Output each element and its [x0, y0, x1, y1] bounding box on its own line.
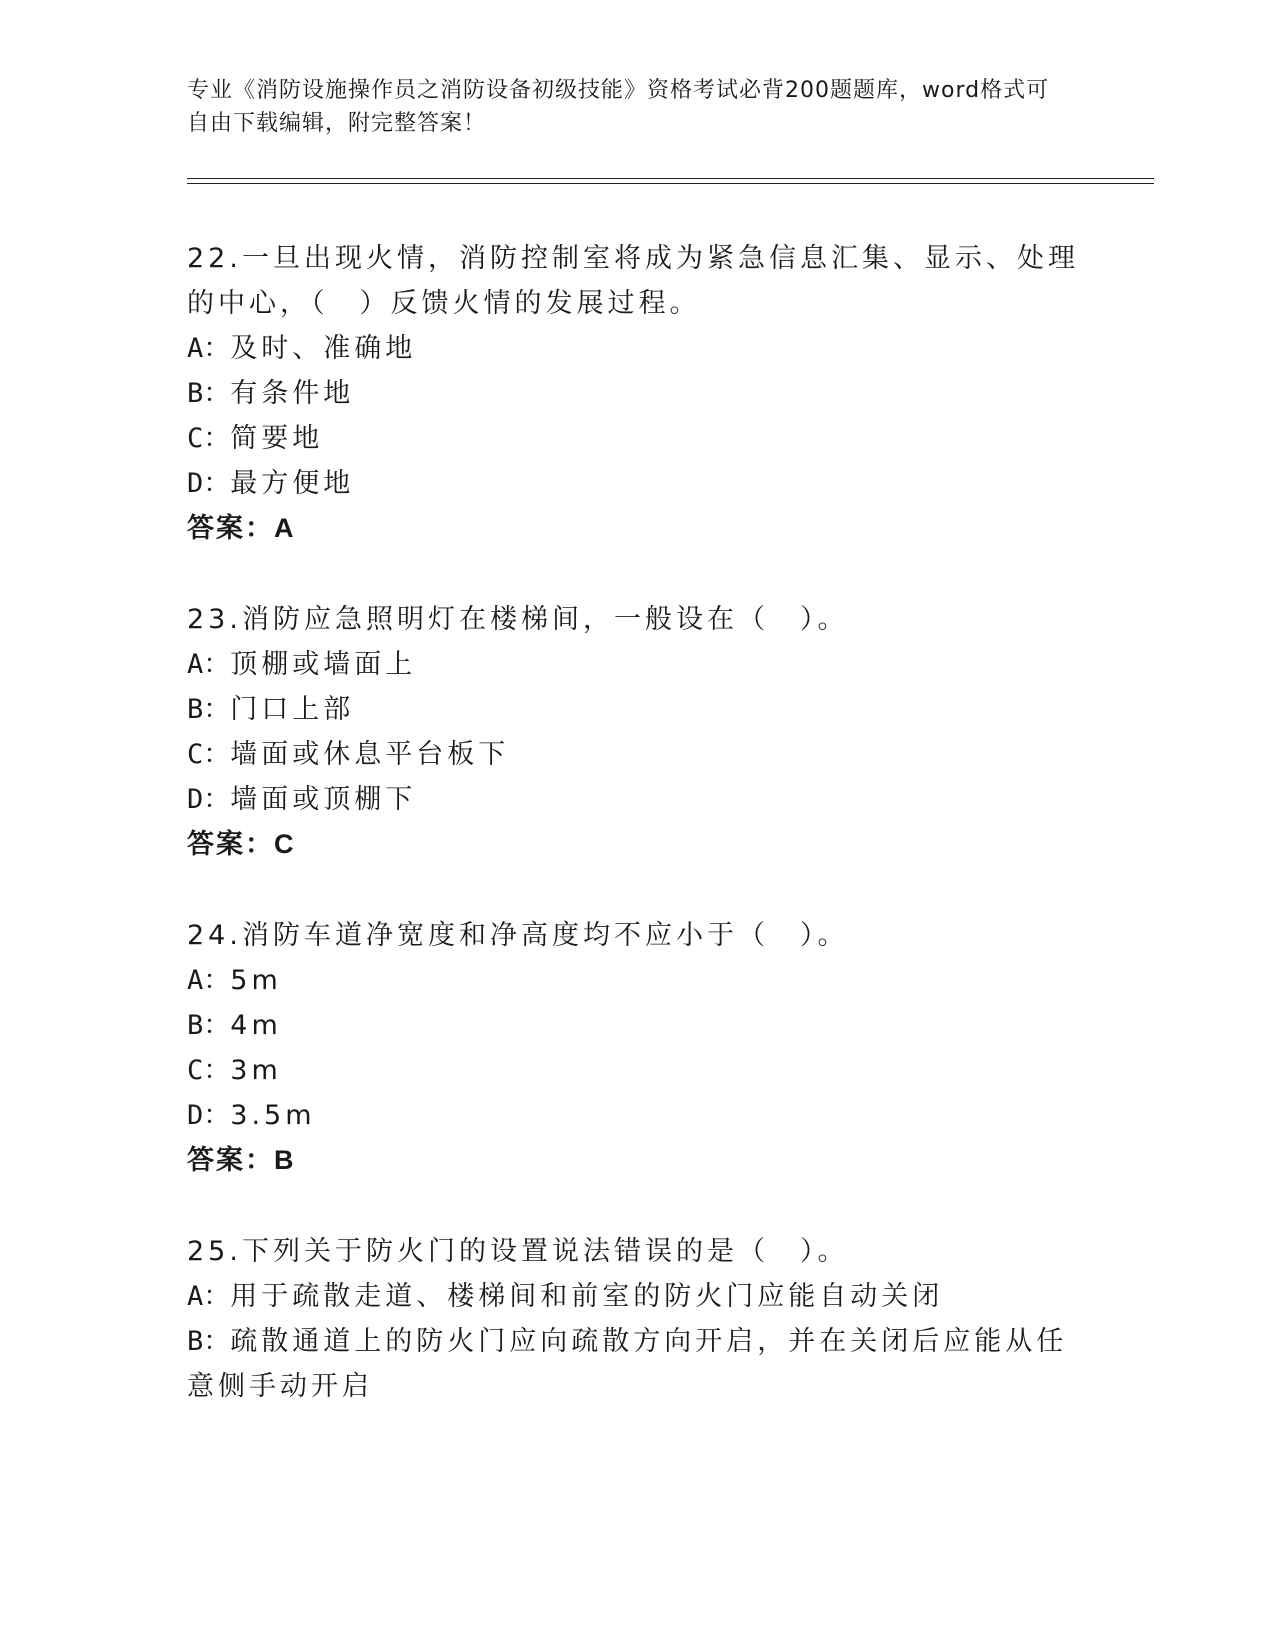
option-text: 墙面或休息平台板下: [230, 739, 510, 770]
question-24: [187, 913, 1087, 1183]
option-c: [187, 1048, 1087, 1093]
option-letter: B：: [187, 1326, 231, 1357]
option-b: [187, 371, 1087, 416]
option-letter: B：: [187, 694, 231, 725]
question-stem: 24.消防车道净宽度和净高度均不应小于（ ）。: [187, 920, 849, 951]
option-text: 顶棚或墙面上: [230, 649, 417, 680]
option-text: 3.5m: [230, 1100, 316, 1131]
option-d: [187, 777, 1087, 822]
option-b: [187, 687, 1087, 732]
option-letter: B：: [187, 1010, 231, 1041]
option-text: 最方便地: [230, 468, 355, 499]
option-text: 及时、准确地: [230, 333, 417, 364]
option-letter: C：: [187, 1055, 231, 1086]
option-letter: D：: [187, 468, 231, 499]
question-list: [187, 236, 1087, 1455]
document-header: 专业《消防设施操作员之消防设备初级技能》资格考试必背200题题库，word格式可自由下载编辑，附完整答案！: [187, 78, 1050, 136]
question-22: [187, 236, 1087, 551]
option-text: 墙面或顶棚下: [230, 784, 417, 815]
answer-line: 答案：C: [187, 829, 296, 859]
option-letter: B：: [187, 378, 231, 409]
answer-line: 答案：A: [187, 513, 296, 543]
option-b: [187, 1319, 1087, 1409]
option-d: [187, 461, 1087, 506]
question-25: [187, 1229, 1087, 1409]
option-text: 4m: [230, 1010, 282, 1041]
question-stem: 25.下列关于防火门的设置说法错误的是（ ）。: [187, 1236, 849, 1267]
option-letter: A：: [187, 965, 231, 996]
option-text: 门口上部: [230, 694, 355, 725]
option-a: [187, 958, 1087, 1003]
question-23: [187, 597, 1087, 867]
option-text: 3m: [230, 1055, 282, 1086]
question-stem: 22.一旦出现火情，消防控制室将成为紧急信息汇集、显示、处理的中心，（ ）反馈火情的发展过程。: [187, 243, 1079, 319]
option-a: [187, 1274, 1087, 1319]
header-rule-bottom: [187, 183, 1154, 184]
header-rule-top: [187, 178, 1154, 179]
option-letter: C：: [187, 739, 231, 770]
option-text: 疏散通道上的防火门应向疏散方向开启，并在关闭后应能从任意侧手动开启: [187, 1326, 1068, 1402]
question-stem: 23.消防应急照明灯在楼梯间，一般设在（ ）。: [187, 604, 849, 635]
option-letter: A：: [187, 1281, 231, 1312]
option-a: [187, 326, 1087, 371]
option-c: [187, 732, 1087, 777]
option-letter: A：: [187, 649, 231, 680]
option-b: [187, 1003, 1087, 1048]
option-d: [187, 1093, 1087, 1138]
option-text: 用于疏散走道、楼梯间和前室的防火门应能自动关闭: [230, 1281, 944, 1312]
option-text: 简要地: [230, 423, 324, 454]
option-letter: A：: [187, 333, 231, 364]
option-c: [187, 416, 1087, 461]
option-a: [187, 642, 1087, 687]
option-letter: C：: [187, 423, 231, 454]
option-text: 有条件地: [230, 378, 355, 409]
option-text: 5m: [230, 965, 282, 996]
option-letter: D：: [187, 784, 231, 815]
answer-line: 答案：B: [187, 1145, 296, 1175]
option-letter: D：: [187, 1100, 231, 1131]
